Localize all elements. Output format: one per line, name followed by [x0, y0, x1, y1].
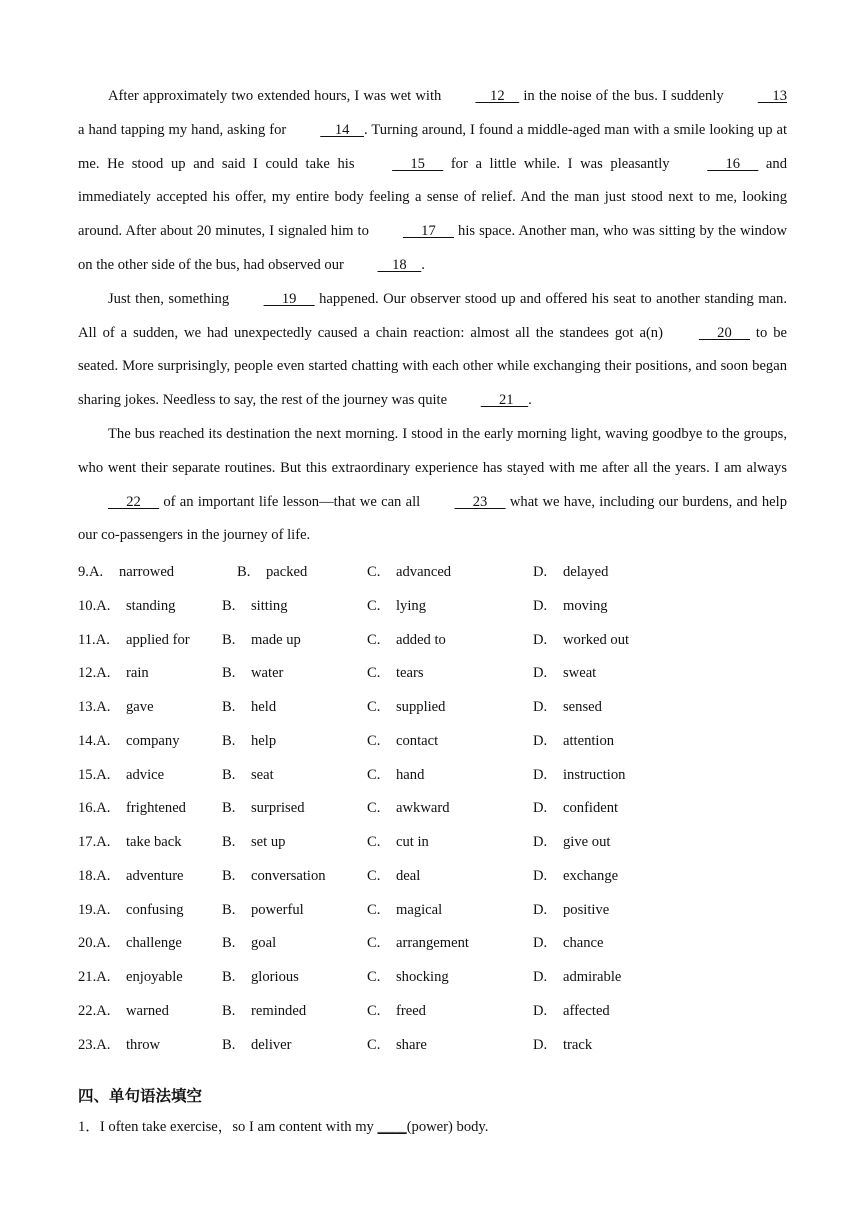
option-b-label: B. [222, 867, 236, 884]
option-b-label: B. [222, 1002, 236, 1019]
option-c-label: C. [367, 1002, 381, 1019]
option-b: help [251, 732, 277, 749]
question-number: 18.A. [78, 867, 111, 884]
option-c: freed [396, 1002, 426, 1019]
paragraph-1 [78, 80, 787, 283]
text: in the noise of the bus. I suddenly [519, 88, 728, 104]
option-d-label: D. [533, 834, 548, 850]
option-c: deal [396, 867, 421, 884]
option-d: sweat [563, 665, 597, 682]
option-a: gave [126, 699, 154, 715]
option-d-label: D. [533, 1036, 548, 1053]
option-c: contact [396, 732, 439, 749]
question-number: 9.A. [78, 564, 104, 580]
option-row [78, 792, 787, 826]
text: to be seated. More surprisingly, people even started chatting with each other while exchanging their positions, and soon began sharing jokes. Needless to say, the rest of the journey was quite [78, 324, 787, 409]
option-row [78, 624, 787, 658]
option-row [78, 1029, 787, 1063]
question-number: 14.A. [78, 732, 111, 749]
option-d-label: D. [533, 901, 548, 918]
option-a: standing [126, 597, 176, 614]
option-d-label: D. [533, 766, 548, 783]
option-b: goal [251, 935, 277, 952]
blank-12: 12 [475, 88, 520, 104]
option-d: chance [563, 935, 604, 952]
option-b: sitting [251, 597, 288, 614]
option-d-label: D. [533, 732, 548, 749]
option-c-label: C. [367, 564, 381, 580]
option-b: powerful [251, 901, 304, 918]
blank-23: 23 [454, 493, 506, 510]
option-b-label: B. [222, 766, 236, 783]
text: of an important life lesson—that we can all [159, 493, 425, 510]
paragraph-2 [78, 283, 787, 418]
option-c-label: C. [367, 867, 381, 884]
grammar-question-1 [78, 1115, 488, 1136]
option-a: narrowed [119, 564, 175, 580]
option-b: conversation [251, 867, 326, 884]
option-d: exchange [563, 867, 619, 884]
option-b-label: B. [222, 665, 236, 682]
option-c: hand [396, 766, 425, 783]
text: The bus reached its destination the next morning. I stood in the early morning light, waving goodbye to the groups, who went their separate routines. But this extraordinary experience has stayed with me after all the years. I am always [78, 425, 787, 476]
option-c-label: C. [367, 766, 381, 783]
option-c-label: C. [367, 800, 381, 817]
option-b: held [251, 699, 277, 715]
option-row [78, 995, 787, 1029]
option-row [78, 590, 787, 624]
text: for a little while. I was pleasantly [443, 155, 678, 172]
option-c-label: C. [367, 834, 381, 850]
option-a: company [126, 732, 180, 749]
option-row [78, 961, 787, 995]
option-b: glorious [251, 969, 299, 985]
option-row [78, 927, 787, 961]
option-c-label: C. [367, 732, 381, 749]
option-d: admirable [563, 969, 622, 985]
options-table [78, 556, 787, 1062]
option-d: sensed [563, 699, 602, 715]
option-c-label: C. [367, 969, 381, 985]
option-a: challenge [126, 935, 182, 952]
option-c-label: C. [367, 631, 381, 648]
option-b-label: B. [222, 834, 236, 850]
option-b-label: B. [222, 935, 236, 952]
question-number: 19.A. [78, 901, 111, 918]
option-d-label: D. [533, 867, 548, 884]
question-number: 13.A. [78, 699, 111, 715]
question-number: 23.A. [78, 1036, 111, 1053]
option-d-label: D. [533, 1002, 548, 1019]
option-b: water [251, 665, 284, 682]
option-b-label: B. [222, 800, 236, 817]
option-c-label: C. [367, 699, 381, 715]
option-row [78, 691, 787, 725]
section-heading: 四、单句语法填空 [78, 1087, 203, 1105]
text: a hand tapping my hand, asking for [78, 121, 291, 138]
option-d-label: D. [533, 631, 548, 648]
option-c-label: C. [367, 665, 381, 682]
option-d: attention [563, 732, 615, 749]
option-c: tears [396, 665, 424, 682]
option-c: share [396, 1036, 427, 1053]
option-row [78, 556, 787, 590]
option-c: magical [396, 901, 443, 918]
blank-17: 17 [402, 223, 454, 240]
option-c: supplied [396, 699, 446, 715]
text: . [421, 256, 425, 273]
option-b: reminded [251, 1002, 307, 1019]
option-b-label: B. [237, 564, 251, 580]
option-c: lying [396, 597, 426, 614]
question-number: 20.A. [78, 935, 111, 952]
option-d: instruction [563, 766, 626, 783]
option-c: arrangement [396, 935, 469, 952]
blank-20: 20 [698, 324, 750, 341]
option-b-label: B. [222, 597, 236, 614]
blank-21: 21 [480, 392, 529, 409]
option-b: deliver [251, 1036, 292, 1053]
blank-19: 19 [263, 290, 315, 307]
blank-22: 22 [108, 493, 160, 510]
answer-blank: ____ [377, 1119, 407, 1135]
option-b: made up [251, 631, 301, 648]
option-c-label: C. [367, 597, 381, 614]
option-d: affected [563, 1002, 610, 1019]
question-number: 15.A. [78, 766, 111, 783]
option-c: shocking [396, 969, 449, 985]
option-d: moving [563, 597, 608, 614]
blank-18: 18 [377, 256, 422, 273]
text: After approximately two extended hours, I was wet with [108, 88, 446, 104]
option-b: seat [251, 766, 274, 783]
option-row [78, 657, 787, 691]
option-row [78, 894, 787, 928]
option-d: track [563, 1036, 593, 1053]
option-a: throw [126, 1036, 161, 1053]
option-row [78, 860, 787, 894]
option-d-label: D. [533, 935, 548, 952]
option-b-label: B. [222, 969, 236, 985]
option-a: rain [126, 665, 149, 682]
question-number: 16.A. [78, 800, 111, 817]
option-b-label: B. [222, 1036, 236, 1053]
option-d: give out [563, 834, 611, 850]
option-d-label: D. [533, 800, 548, 817]
option-c: added to [396, 631, 446, 648]
option-b-label: B. [222, 732, 236, 749]
option-d: positive [563, 901, 610, 918]
option-a: adventure [126, 867, 184, 884]
option-d-label: D. [533, 699, 548, 715]
option-c-label: C. [367, 935, 381, 952]
passage [78, 80, 787, 553]
option-c: cut in [396, 834, 429, 850]
question-text: (power) body. [406, 1119, 489, 1135]
question-number: 21.A. [78, 969, 111, 985]
option-c: advanced [396, 564, 452, 580]
option-d: confident [563, 800, 619, 817]
option-b: packed [266, 564, 308, 580]
question-number: 11.A. [78, 631, 110, 648]
option-a: confusing [126, 901, 184, 918]
blank-16: 16 [707, 155, 759, 172]
option-c: awkward [396, 800, 450, 817]
option-c-label: C. [367, 901, 381, 918]
blank-15: 15 [392, 155, 444, 172]
text: . [528, 392, 532, 409]
option-b-label: B. [222, 901, 236, 918]
option-a: enjoyable [126, 969, 183, 985]
option-a: warned [126, 1002, 169, 1019]
option-b: surprised [251, 800, 305, 817]
option-a: take back [126, 834, 182, 850]
option-row [78, 725, 787, 759]
option-b-label: B. [222, 631, 236, 648]
option-a: applied for [126, 631, 190, 648]
text: his space. Another man, who was sitting by the window on the other side of the bus, had observed our [78, 223, 787, 273]
question-number: 10.A. [78, 597, 111, 614]
option-row [78, 826, 787, 860]
option-a: advice [126, 766, 165, 783]
question-text: 1．I often take exercise，so I am content with my [78, 1119, 378, 1135]
paragraph-3 [78, 418, 787, 553]
blank-14: 14 [320, 121, 365, 138]
option-b: set up [251, 834, 286, 850]
question-number: 12.A. [78, 665, 111, 682]
option-c-label: C. [367, 1036, 381, 1053]
text: . Turning around, I found a middle-aged man with a smile looking up at me. He stood up and said I could take his [78, 121, 787, 172]
text: Just then, something [108, 290, 234, 307]
option-a: frightened [126, 800, 186, 817]
blank-13: 13 [757, 88, 787, 104]
question-number: 22.A. [78, 1002, 111, 1019]
option-b-label: B. [222, 699, 236, 715]
option-d-label: D. [533, 665, 548, 682]
question-number: 17.A. [78, 834, 111, 850]
option-row [78, 759, 787, 793]
text: and immediately accepted his offer, my entire body feeling a sense of relief. And the man just stood next to me, looking around. After about 20 minutes, I signaled him to [78, 155, 787, 240]
option-d-label: D. [533, 597, 548, 614]
text: happened. Our observer stood up and offered his seat to another standing man. All of a sudden, we had unexpectedly caused a chain reaction: almost all the standees got a(n) [78, 290, 787, 341]
option-d-label: D. [533, 564, 548, 580]
text: what we have, including our burdens, and help our co-passengers in the journey of life. [78, 493, 787, 544]
option-d: worked out [563, 631, 630, 648]
option-d-label: D. [533, 969, 548, 985]
option-d: delayed [563, 564, 609, 580]
